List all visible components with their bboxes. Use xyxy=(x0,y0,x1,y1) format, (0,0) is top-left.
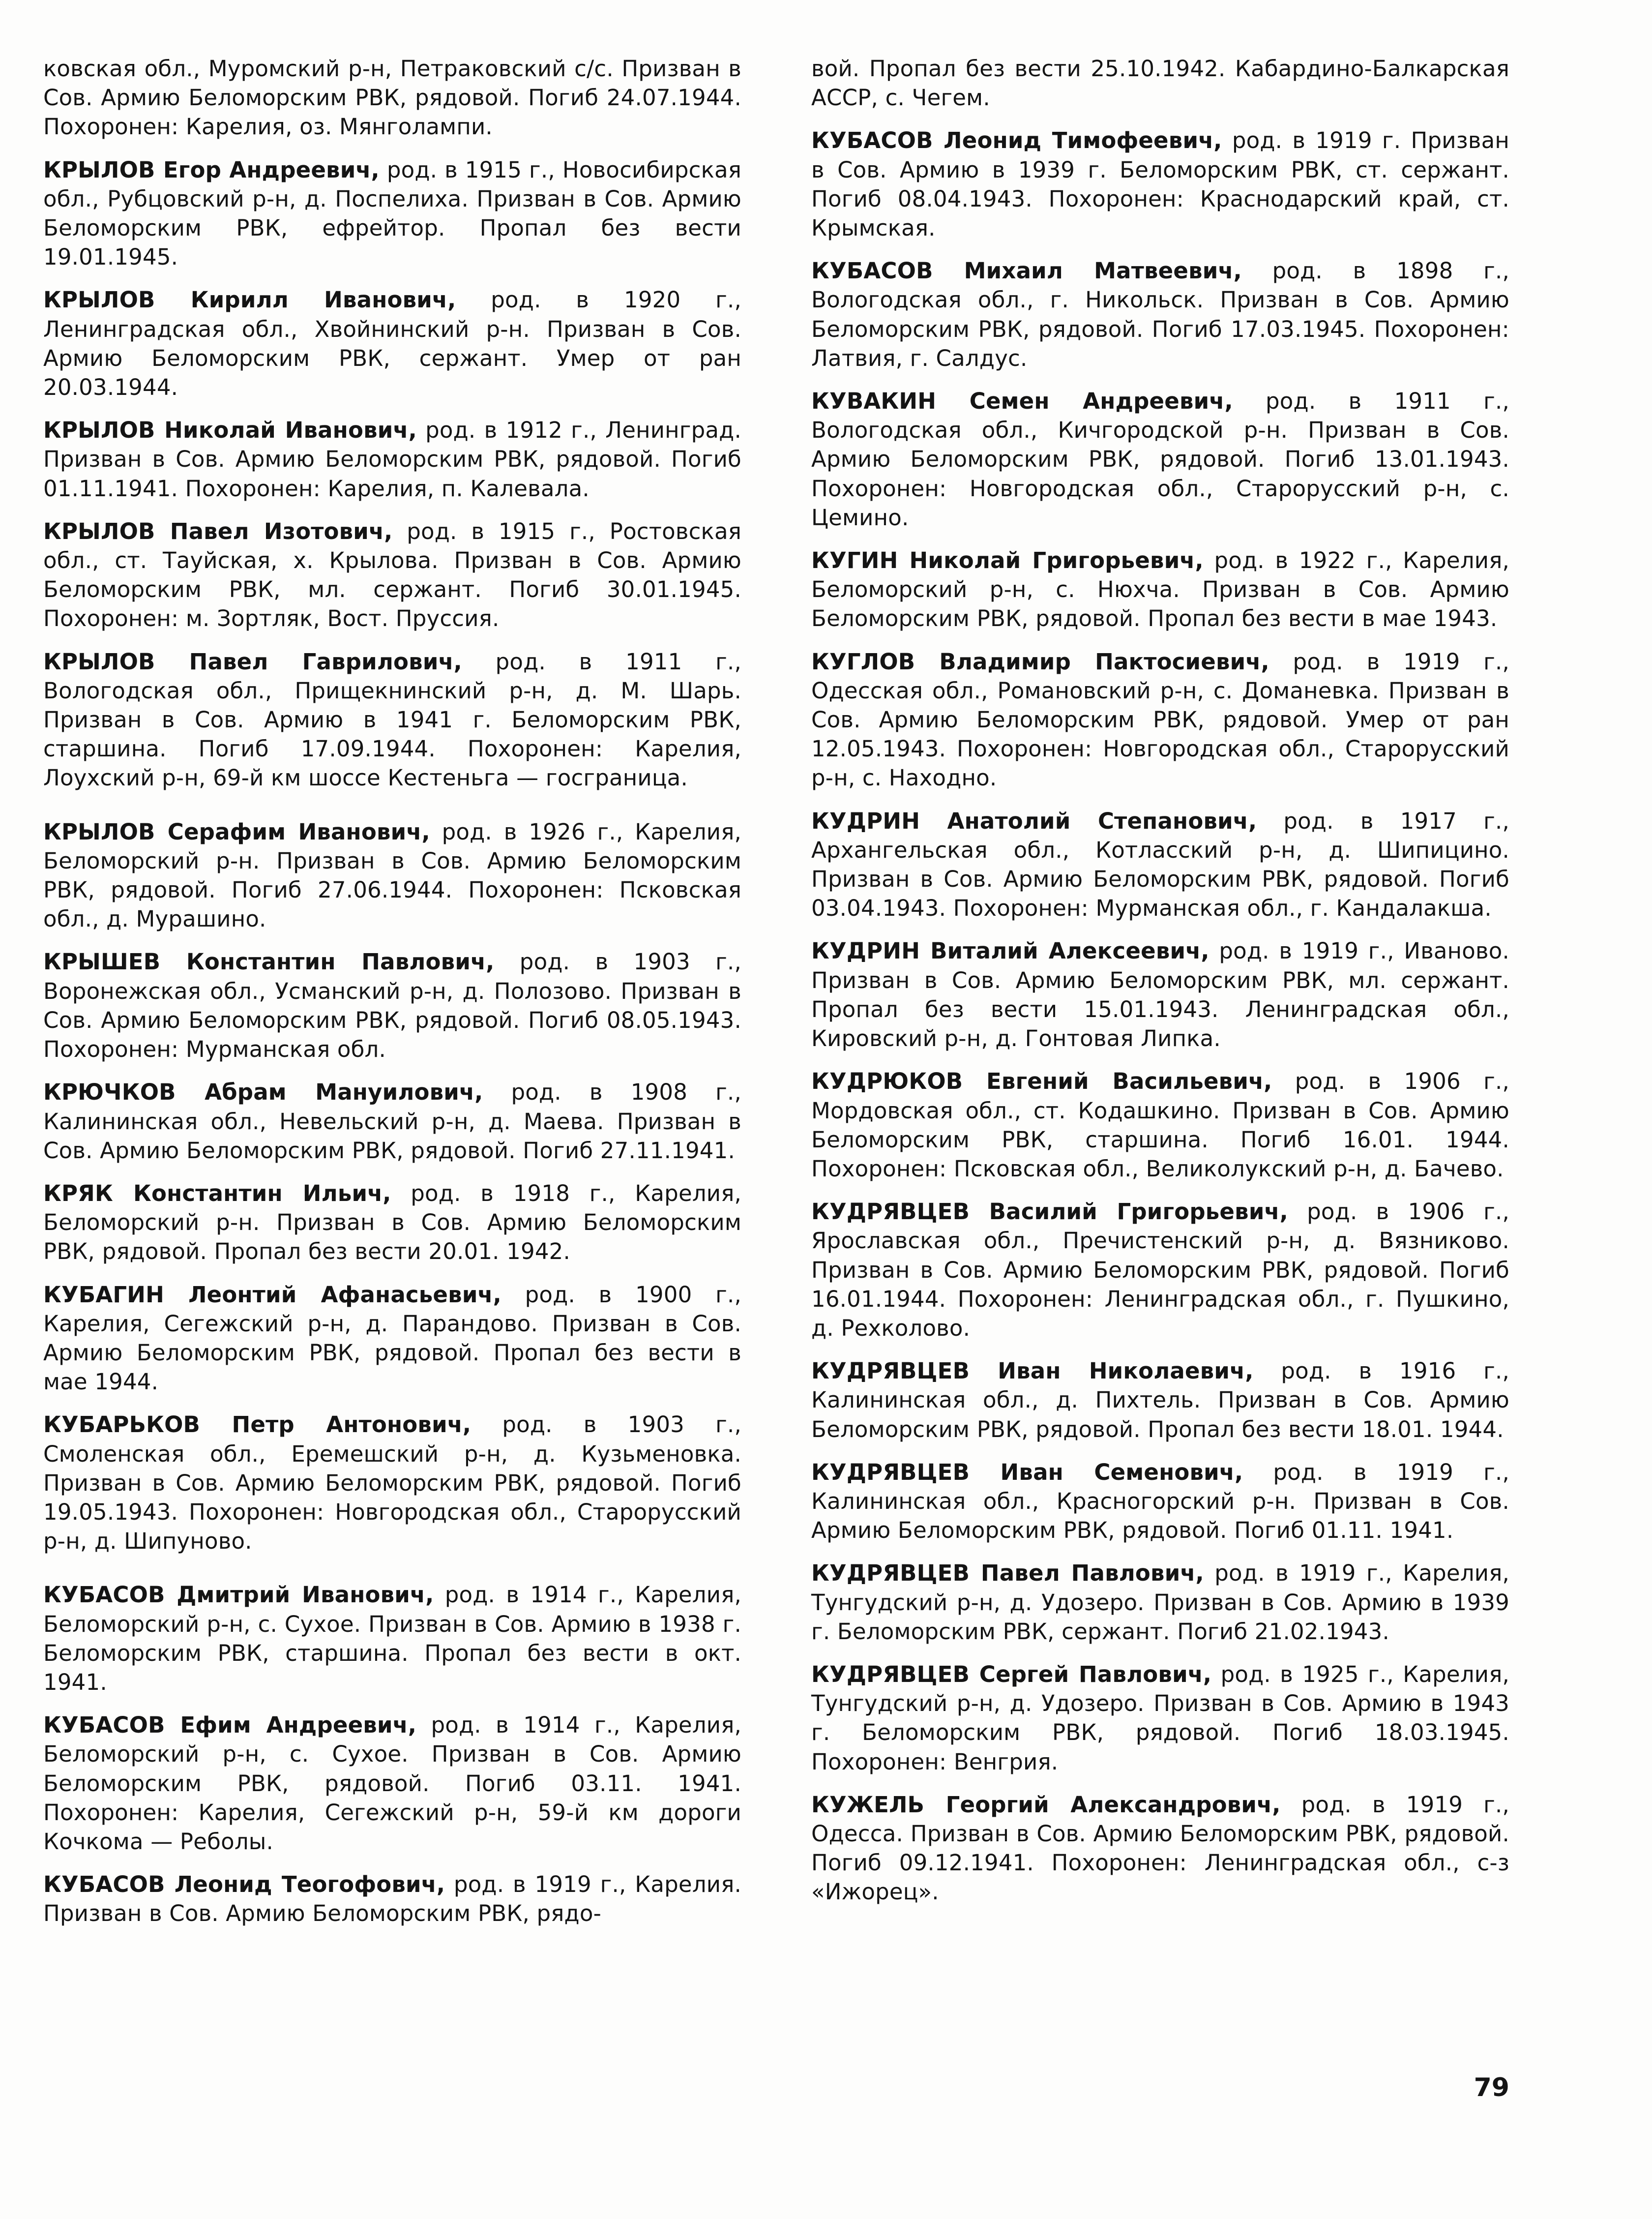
entry xyxy=(43,1710,741,1856)
entry xyxy=(43,155,741,272)
entry-name: КУБАСОВ Леонид Теогофович, xyxy=(43,1871,445,1898)
entry xyxy=(43,1580,741,1697)
entry xyxy=(811,1660,1509,1776)
entry xyxy=(811,647,1509,793)
entry-name: КРЫШЕВ Константин Павлович, xyxy=(43,949,495,975)
entry xyxy=(43,947,741,1064)
entry-text: род. в 1919 г., Иваново. Призван в Сов. Армию Беломорским РВК, мл. сержант. Пропал без вести 15.01.1943. Ленинградская обл., Кировский р-н, д. Гонтовая Липка. xyxy=(811,938,1509,1052)
entry-name: КУДРИН Анатолий Степанович, xyxy=(811,808,1257,834)
left-column xyxy=(43,54,741,1942)
entry xyxy=(811,256,1509,373)
entry xyxy=(43,647,741,793)
entry-text: род. в 1919 г., Карелия, Тунгудский р-н, д. Удозеро. Призван в Сов. Армию в 1939 г. Беломорским РВК, сержант. Погиб 21.02.1943. xyxy=(811,1560,1510,1645)
entry-name: КУБАСОВ Дмитрий Иванович, xyxy=(43,1582,434,1608)
right-column xyxy=(811,54,1509,1920)
entry-text: род. в 1903 г., Смоленская обл., Еремешский р-н, д. Кузьменовка. Призван в Сов. Армию Беломорским РВК, рядовой. Погиб 19.05.1943. Похоронен: Новгородская обл., Старорусский р-н, д. Шипуново. xyxy=(43,1411,741,1555)
entry-text: род. в 1915 г., Ростовская обл., ст. Тауйская, х. Крылова. Призван в Сов. Армию Беломорским РВК, мл. сержант. Погиб 30.01.1945. Похоронен: м. Зортляк, Вост. Пруссия. xyxy=(43,518,741,632)
entry-name: КУБАРЬКОВ Петр Антонович, xyxy=(43,1411,472,1438)
entry xyxy=(43,1870,741,1928)
entry-text: род. в 1917 г., Архангельская обл., Котласский р-н, д. Шипицино. Призван в Сов. Армию Беломорским РВК, рядовой. Погиб 03.04.1943. Похоронен: Мурманская обл., г. Кандалакша. xyxy=(811,808,1509,922)
entry-name: КРЮЧКОВ Абрам Мануилович, xyxy=(43,1079,483,1106)
entry-text: род. в 1925 г., Карелия, Тунгудский р-н, д. Удозеро. Призван в Сов. Армию в 1943 г. Беломорским РВК, рядовой. Погиб 18.03.1945. Похоронен: Венгрия. xyxy=(811,1661,1509,1775)
entry xyxy=(811,807,1509,923)
entry-text: род. в 1908 г., Калининская обл., Невельский р-н, д. Маева. Призван в Сов. Армию Беломорским РВК, рядовой. Погиб 27.11.1941. xyxy=(43,1079,741,1164)
entry-name: КУДРИН Виталий Алексеевич, xyxy=(811,938,1210,964)
entry-text: род. в 1912 г., Ленинград. Призван в Сов. Армию Беломорским РВК, рядовой. Погиб 01.11.1941. Похоронен: Карелия, п. Калевала. xyxy=(43,417,741,502)
entry-name: КУДРЯВЦЕВ Иван Николаевич, xyxy=(811,1358,1254,1384)
page-number: 79 xyxy=(1474,2073,1509,2102)
entry-text: род. в 1919 г., Одесская обл., Романовский р-н, с. Доманевка. Призван в Сов. Армию Беломорским РВК, рядовой. Умер от ран 12.05.1943. Похоронен: Новгородская обл., Старорусский р-н, с. Находно. xyxy=(811,648,1509,791)
entry-text: род. в 1914 г., Карелия, Беломорский р-н, с. Сухое. Призван в Сов. Армию в 1938 г. Беломорским РВК, старшина. Пропал без вести в окт. 1941. xyxy=(43,1582,741,1695)
entry-name: КУДРЯВЦЕВ Василий Григорьевич, xyxy=(811,1199,1288,1225)
entry xyxy=(43,416,741,503)
entry-name: КРЫЛОВ Серафим Иванович, xyxy=(43,818,430,845)
entry xyxy=(43,1410,741,1556)
entry xyxy=(43,1179,741,1266)
entry-name: КУДРЯВЦЕВ Иван Семенович, xyxy=(811,1459,1243,1485)
entry-name: КРЫЛОВ Николай Иванович, xyxy=(43,417,417,444)
entry-name: КУБАСОВ Леонид Тимофеевич, xyxy=(811,127,1222,154)
entry-text: род. в 1906 г., Ярославская обл., Пречистенский р-н, д. Вязниково. Призван в Сов. Армию Беломорским РВК, рядовой. Погиб 16.01.1944. Похоронен: Ленинградская обл., г. Пушкино, д. Рехколово. xyxy=(811,1199,1509,1341)
entry-name: КУГИН Николай Григорьевич, xyxy=(811,547,1204,574)
entry-text: род. в 1911 г., Вологодская обл., Прищекнинский р-н, д. М. Шарь. Призван в Сов. Армию в 1941 г. Беломорским РВК, старшина. Погиб 17.09.1944. Похоронен: Карелия, Лоухский р-н, 69-й км шоссе Кестеньга — госграница. xyxy=(43,648,741,791)
entry-name: КУДРЮКОВ Евгений Васильевич, xyxy=(811,1068,1272,1095)
entry-text: род. в 1914 г., Карелия, Беломорский р-н, с. Сухое. Призван в Сов. Армию Беломорским РВК, рядовой. Погиб 03.11. 1941. Похоронен: Карелия, Сегежский р-н, 59-й км дороги Кочкома — Реболы. xyxy=(43,1712,741,1855)
entry-name: КУДРЯВЦЕВ Сергей Павлович, xyxy=(811,1661,1212,1687)
entry xyxy=(811,1559,1509,1646)
entry-text: род. в 1916 г., Калининская обл., д. Пихтель. Призван в Сов. Армию Беломорским РВК, рядовой. Пропал без вести 18.01. 1944. xyxy=(811,1358,1509,1442)
entry xyxy=(811,1067,1509,1183)
entry-text: род. в 1919 г., Карелия. Призван в Сов. Армию Беломорским РВК, рядо- xyxy=(43,1871,742,1927)
entry-text: ковская обл., Муромский р-н, Петраковский с/с. Призван в Сов. Армию Беломорским РВК, рядовой. Погиб 24.07.1944. Похоронен: Карелия, оз. Мянголампи. xyxy=(43,56,741,140)
entry-name: КРЯК Константин Ильич, xyxy=(43,1180,391,1206)
entry-text: род. в 1919 г., Калининская обл., Красногорский р-н. Призван в Сов. Армию Беломорским РВК, рядовой. Погиб 01.11. 1941. xyxy=(811,1459,1509,1544)
entry xyxy=(811,546,1509,633)
entry-name: КУГЛОВ Владимир Пактосиевич, xyxy=(811,648,1269,675)
entry-name: КУБАСОВ Ефим Андреевич, xyxy=(43,1712,417,1739)
entry xyxy=(811,387,1509,532)
entry xyxy=(811,1790,1509,1907)
entry-text: род. в 1926 г., Карелия, Беломорский р-н. Призван в Сов. Армию Беломорским РВК, рядовой. Погиб 27.06.1944. Похоронен: Псковская обл., д. Мурашино. xyxy=(43,818,741,932)
entry xyxy=(811,1197,1509,1343)
entry xyxy=(43,1280,741,1397)
entry-text: род. в 1918 г., Карелия, Беломорский р-н. Призван в Сов. Армию Беломорским РВК, рядовой. Пропал без вести 20.01. 1942. xyxy=(43,1180,742,1265)
entry xyxy=(43,54,741,142)
entry-text: род. в 1898 г., Вологодская обл., г. Никольск. Призван в Сов. Армию Беломорским РВК, рядовой. Погиб 17.03.1945. Похоронен: Латвия, г. Салдус. xyxy=(811,258,1509,371)
entry-name: КУДРЯВЦЕВ Павел Павлович, xyxy=(811,1560,1204,1587)
entry xyxy=(43,517,741,633)
entry xyxy=(43,817,741,934)
entry-name: КУЖЕЛЬ Георгий Александрович, xyxy=(811,1791,1281,1818)
entry-text: род. в 1920 г., Ленинградская обл., Хвойнинский р-н. Призван в Сов. Армию Беломорским РВК, сержант. Умер от ран 20.03.1944. xyxy=(43,287,741,401)
entry-text: род. в 1900 г., Карелия, Сегежский р-н, д. Парандово. Призван в Сов. Армию Беломорским РВК, рядовой. Пропал без вести в мае 1944. xyxy=(43,1281,741,1395)
entry xyxy=(811,1458,1509,1545)
entry-text: род. в 1903 г., Воронежская обл., Усманский р-н, д. Полозово. Призван в Сов. Армию Беломорским РВК, рядовой. Погиб 08.05.1943. Похоронен: Мурманская обл. xyxy=(43,949,741,1063)
entry xyxy=(811,54,1509,112)
entry-text: вой. Пропал без вести 25.10.1942. Кабардино-Балкарская АССР, с. Чегем. xyxy=(811,56,1509,111)
entry-name: КРЫЛОВ Павел Изотович, xyxy=(43,518,393,544)
entry-name: КУВАКИН Семен Андреевич, xyxy=(811,388,1233,415)
entry xyxy=(811,1356,1509,1444)
entry xyxy=(811,936,1509,1053)
entry-text: род. в 1922 г., Карелия, Беломорский р-н, с. Нюхча. Призван в Сов. Армию Беломорским РВК, рядовой. Пропал без вести в мае 1943. xyxy=(811,547,1510,632)
entry-text: род. в 1919 г. Призван в Сов. Армию в 1939 г. Беломорским РВК, ст. сержант. Погиб 08.04.1943. Похоронен: Краснодарский край, ст. Крымская. xyxy=(811,127,1509,241)
entry xyxy=(811,126,1509,242)
entry-text: род. в 1919 г., Одесса. Призван в Сов. Армию Беломорским РВК, рядовой. Погиб 09.12.1941. Похоронен: Ленинградская обл., с-з «Ижорец». xyxy=(811,1791,1509,1905)
entry-name: КУБАГИН Леонтий Афанасьевич, xyxy=(43,1281,502,1308)
entry-name: КРЫЛОВ Кирилл Иванович, xyxy=(43,287,456,313)
entry xyxy=(43,285,741,402)
entry xyxy=(43,1078,741,1165)
entry-name: КУБАСОВ Михаил Матвеевич, xyxy=(811,258,1242,284)
entry-text: род. в 1911 г., Вологодская обл., Кичгородской р-н. Призван в Сов. Армию Беломорским РВК, рядовой. Погиб 13.01.1943. Похоронен: Новгородская обл., Старорусский р-н, с. Цемино. xyxy=(811,388,1509,531)
entry-name: КРЫЛОВ Егор Андреевич, xyxy=(43,156,380,183)
entry-name: КРЫЛОВ Павел Гаврилович, xyxy=(43,648,462,675)
entry-text: род. в 1906 г., Мордовская обл., ст. Кодашкино. Призван в Сов. Армию Беломорским РВК, старшина. Погиб 16.01. 1944. Похоронен: Псковская обл., Великолукский р-н, д. Бачево. xyxy=(811,1068,1509,1182)
entry-text: род. в 1915 г., Новосибирская обл., Рубцовский р-н, д. Поспелиха. Призван в Сов. Армию Беломорским РВК, ефрейтор. Пропал без вести 19.01.1945. xyxy=(43,156,742,270)
